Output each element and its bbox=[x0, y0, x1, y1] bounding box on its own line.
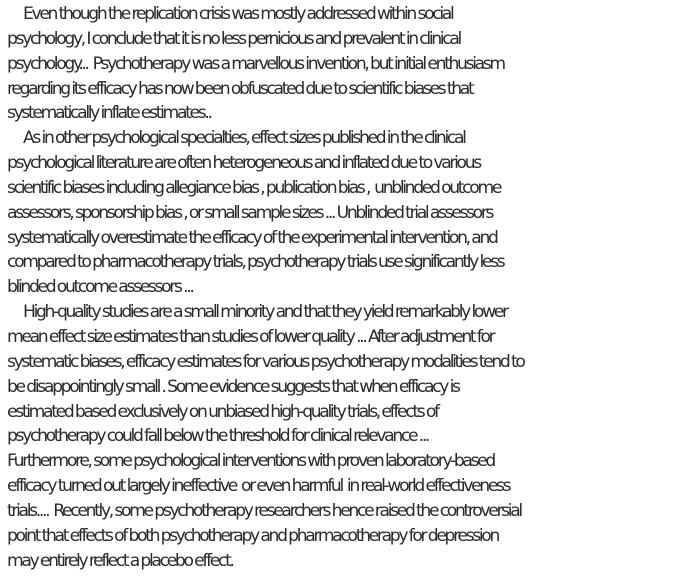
text-line: psychology... Psychotherapy was a marvellous invention, but initial enthusiasm bbox=[7, 53, 504, 74]
text-line: As in other psychological specialties, effect sizes published in the clinical bbox=[23, 128, 465, 149]
text-line: efficacy turned out largely ineffective or even harmful in real-world effectiveness bbox=[7, 476, 510, 497]
paragraph-2 bbox=[7, 126, 686, 300]
paragraph-3 bbox=[7, 300, 686, 573]
text-line: Even though the replication crisis was mostly addressed within social bbox=[23, 4, 453, 24]
text-line: scientific biases including allegiance bias , publication bias , unblinded outcome bbox=[7, 177, 501, 198]
text-line: may entirely reflect a placebo effect. bbox=[7, 550, 233, 571]
paragraph-1 bbox=[7, 2, 686, 126]
text-line: High-quality studies are a small minority and that they yield remarkably lower bbox=[23, 302, 507, 323]
text-line: compared to pharmacotherapy trials, psychotherapy trials use significantly less bbox=[7, 252, 504, 273]
text-line: point that effects of both psychotherapy and pharmacotherapy for depression bbox=[7, 525, 499, 546]
text-line: estimated based exclusively on unbiased high-quality trials, effects of bbox=[7, 401, 438, 422]
text-line: systematic biases, efficacy estimates for various psychotherapy modalities tend to bbox=[7, 351, 524, 372]
text-line: psychological literature are often heterogeneous and inflated due to various bbox=[7, 153, 480, 174]
text-line: blinded outcome assessors ... bbox=[7, 277, 193, 298]
text-line: trials.... Recently, some psychotherapy researchers hence raised the controversial bbox=[7, 500, 521, 521]
text-line: assessors, sponsorship bias , or small sample sizes ... Unblinded trial assessors bbox=[7, 202, 493, 223]
text-line: psychotherapy could fall below the threshold for clinical relevance ... bbox=[7, 426, 429, 447]
text-line: be disappointingly small . Some evidence suggests that when efficacy is bbox=[7, 376, 459, 397]
text-line: regarding its efficacy has now been obfuscated due to scientific biases that bbox=[7, 78, 473, 99]
text-line: mean effect size estimates than studies of lower quality ... After adjustment for bbox=[7, 326, 494, 347]
text-line: systematically inflate estimates.. bbox=[7, 103, 211, 124]
text-line: Furthermore, some psychological interventions with proven laboratory-based bbox=[7, 451, 494, 472]
text-line: psychology, I conclude that it is no less pernicious and prevalent in clinical bbox=[7, 28, 460, 49]
text-line: systematically overestimate the efficacy of the experimental intervention, and bbox=[7, 227, 497, 248]
